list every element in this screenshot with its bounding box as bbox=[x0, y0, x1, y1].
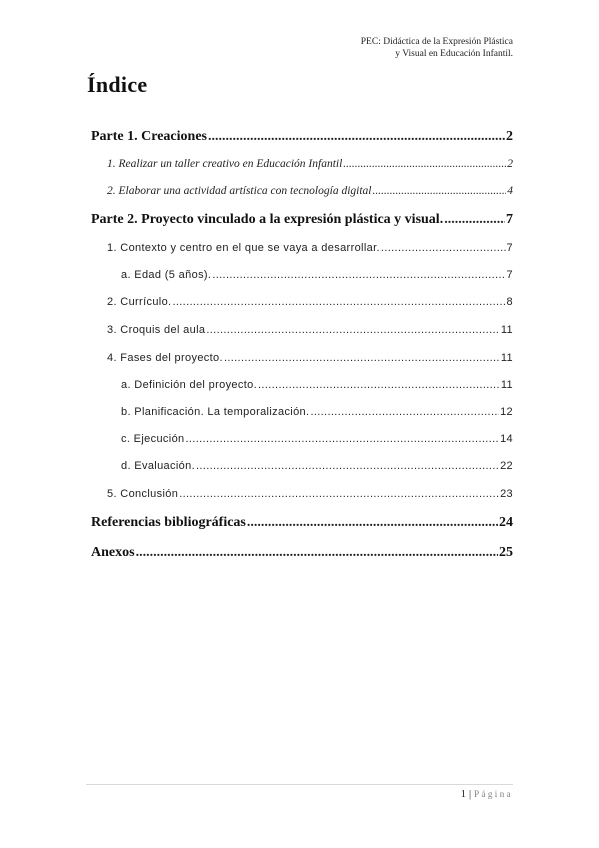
toc-entry-page: 2 bbox=[507, 158, 513, 170]
toc-entry-text: Parte 1. Creaciones bbox=[91, 129, 207, 144]
toc-leader-dots bbox=[136, 545, 498, 561]
toc-entry-text: Anexos bbox=[91, 545, 135, 560]
toc-entry-page: 12 bbox=[500, 406, 513, 418]
toc-leader-dots bbox=[444, 212, 505, 228]
toc-entry-page: 11 bbox=[500, 379, 513, 391]
toc-entry-page: 4 bbox=[507, 185, 513, 197]
toc-entry-page: 25 bbox=[499, 545, 513, 560]
toc-entry-page: 14 bbox=[500, 433, 513, 445]
toc-entry-text: Referencias bibliográficas bbox=[91, 515, 246, 530]
toc-leader-dots bbox=[179, 488, 499, 500]
toc-entry-text: 2. Currículo. bbox=[107, 296, 172, 308]
page-label: Página bbox=[474, 789, 513, 799]
toc-entry-page: 7 bbox=[506, 212, 513, 227]
toc-entry-conclusion[interactable] bbox=[107, 488, 513, 500]
toc-entry-text: Parte 2. Proyecto vinculado a la expresión plástica y visual. bbox=[91, 212, 444, 227]
toc-entry-page: 22 bbox=[500, 460, 513, 472]
toc-entry-anexos[interactable] bbox=[91, 545, 513, 561]
toc-entry-text: c. Ejecución bbox=[121, 433, 185, 445]
toc-entry-text: 4. Fases del proyecto. bbox=[107, 352, 223, 364]
toc-entry-page: 7 bbox=[506, 269, 513, 281]
toc-leader-dots bbox=[208, 129, 505, 145]
toc-entry-page: 7 bbox=[506, 242, 513, 254]
toc-entry-parte-1[interactable] bbox=[91, 129, 513, 145]
page-footer bbox=[461, 789, 513, 800]
toc-leader-dots bbox=[310, 406, 499, 418]
toc-entry-text: 5. Conclusión bbox=[107, 488, 179, 500]
toc-entry-parte-2[interactable] bbox=[91, 212, 513, 228]
toc-entry-text: a. Definición del proyecto. bbox=[121, 379, 258, 391]
toc-entry-text: a. Edad (5 años). bbox=[121, 269, 212, 281]
toc-entry-evaluacion[interactable] bbox=[121, 460, 513, 472]
page-number: 1 bbox=[460, 789, 466, 800]
toc-entry-text: 3. Croquis del aula bbox=[107, 324, 206, 336]
toc-leader-dots bbox=[196, 460, 499, 472]
toc-entry-text: d. Evaluación. bbox=[121, 460, 195, 472]
toc-entry-definicion[interactable] bbox=[121, 379, 513, 391]
toc-leader-dots bbox=[212, 269, 505, 281]
toc-entry-page: 2 bbox=[506, 129, 513, 144]
toc-leader-dots bbox=[247, 515, 498, 531]
toc-entry-actividad-digital[interactable] bbox=[107, 185, 513, 197]
header-line-1: PEC: Didáctica de la Expresión Plástica bbox=[360, 37, 513, 47]
toc-leader-dots bbox=[372, 185, 506, 197]
toc-leader-dots bbox=[343, 158, 506, 170]
toc-entry-taller-creativo[interactable] bbox=[107, 158, 513, 170]
toc-entry-curriculo[interactable] bbox=[107, 296, 513, 308]
toc-entry-page: 11 bbox=[500, 324, 513, 336]
toc-entry-page: 23 bbox=[500, 488, 513, 500]
footer-separator: | bbox=[468, 789, 472, 800]
toc-entry-text: 2. Elaborar una actividad artística con tecnología digital bbox=[107, 185, 372, 197]
toc-entry-ejecucion[interactable] bbox=[121, 433, 513, 445]
toc-leader-dots bbox=[258, 379, 500, 391]
toc-leader-dots bbox=[224, 352, 500, 364]
toc-leader-dots bbox=[186, 433, 500, 445]
toc-entry-planificacion[interactable] bbox=[121, 406, 513, 418]
toc-entry-text: b. Planificación. La temporalización. bbox=[121, 406, 310, 418]
toc-entry-page: 8 bbox=[506, 296, 513, 308]
toc-entry-croquis[interactable] bbox=[107, 324, 513, 336]
toc-leader-dots bbox=[381, 242, 506, 254]
footer-divider bbox=[86, 784, 513, 785]
toc-entry-text: 1. Contexto y centro en el que se vaya a desarrollar. bbox=[107, 242, 380, 254]
toc-entry-fases[interactable] bbox=[107, 352, 513, 364]
page-header bbox=[213, 36, 513, 60]
toc-entry-page: 24 bbox=[499, 515, 513, 530]
toc-entry-referencias[interactable] bbox=[91, 515, 513, 531]
toc-entry-text: 1. Realizar un taller creativo en Educación Infantil bbox=[107, 158, 343, 170]
toc-leader-dots bbox=[172, 296, 505, 308]
page-title: Índice bbox=[87, 72, 148, 97]
toc-entry-contexto[interactable] bbox=[107, 242, 513, 254]
header-line-2: y Visual en Educación Infantil. bbox=[395, 49, 513, 59]
toc-entry-edad[interactable] bbox=[121, 269, 513, 281]
toc-entry-page: 11 bbox=[500, 352, 513, 364]
toc-leader-dots bbox=[206, 324, 500, 336]
